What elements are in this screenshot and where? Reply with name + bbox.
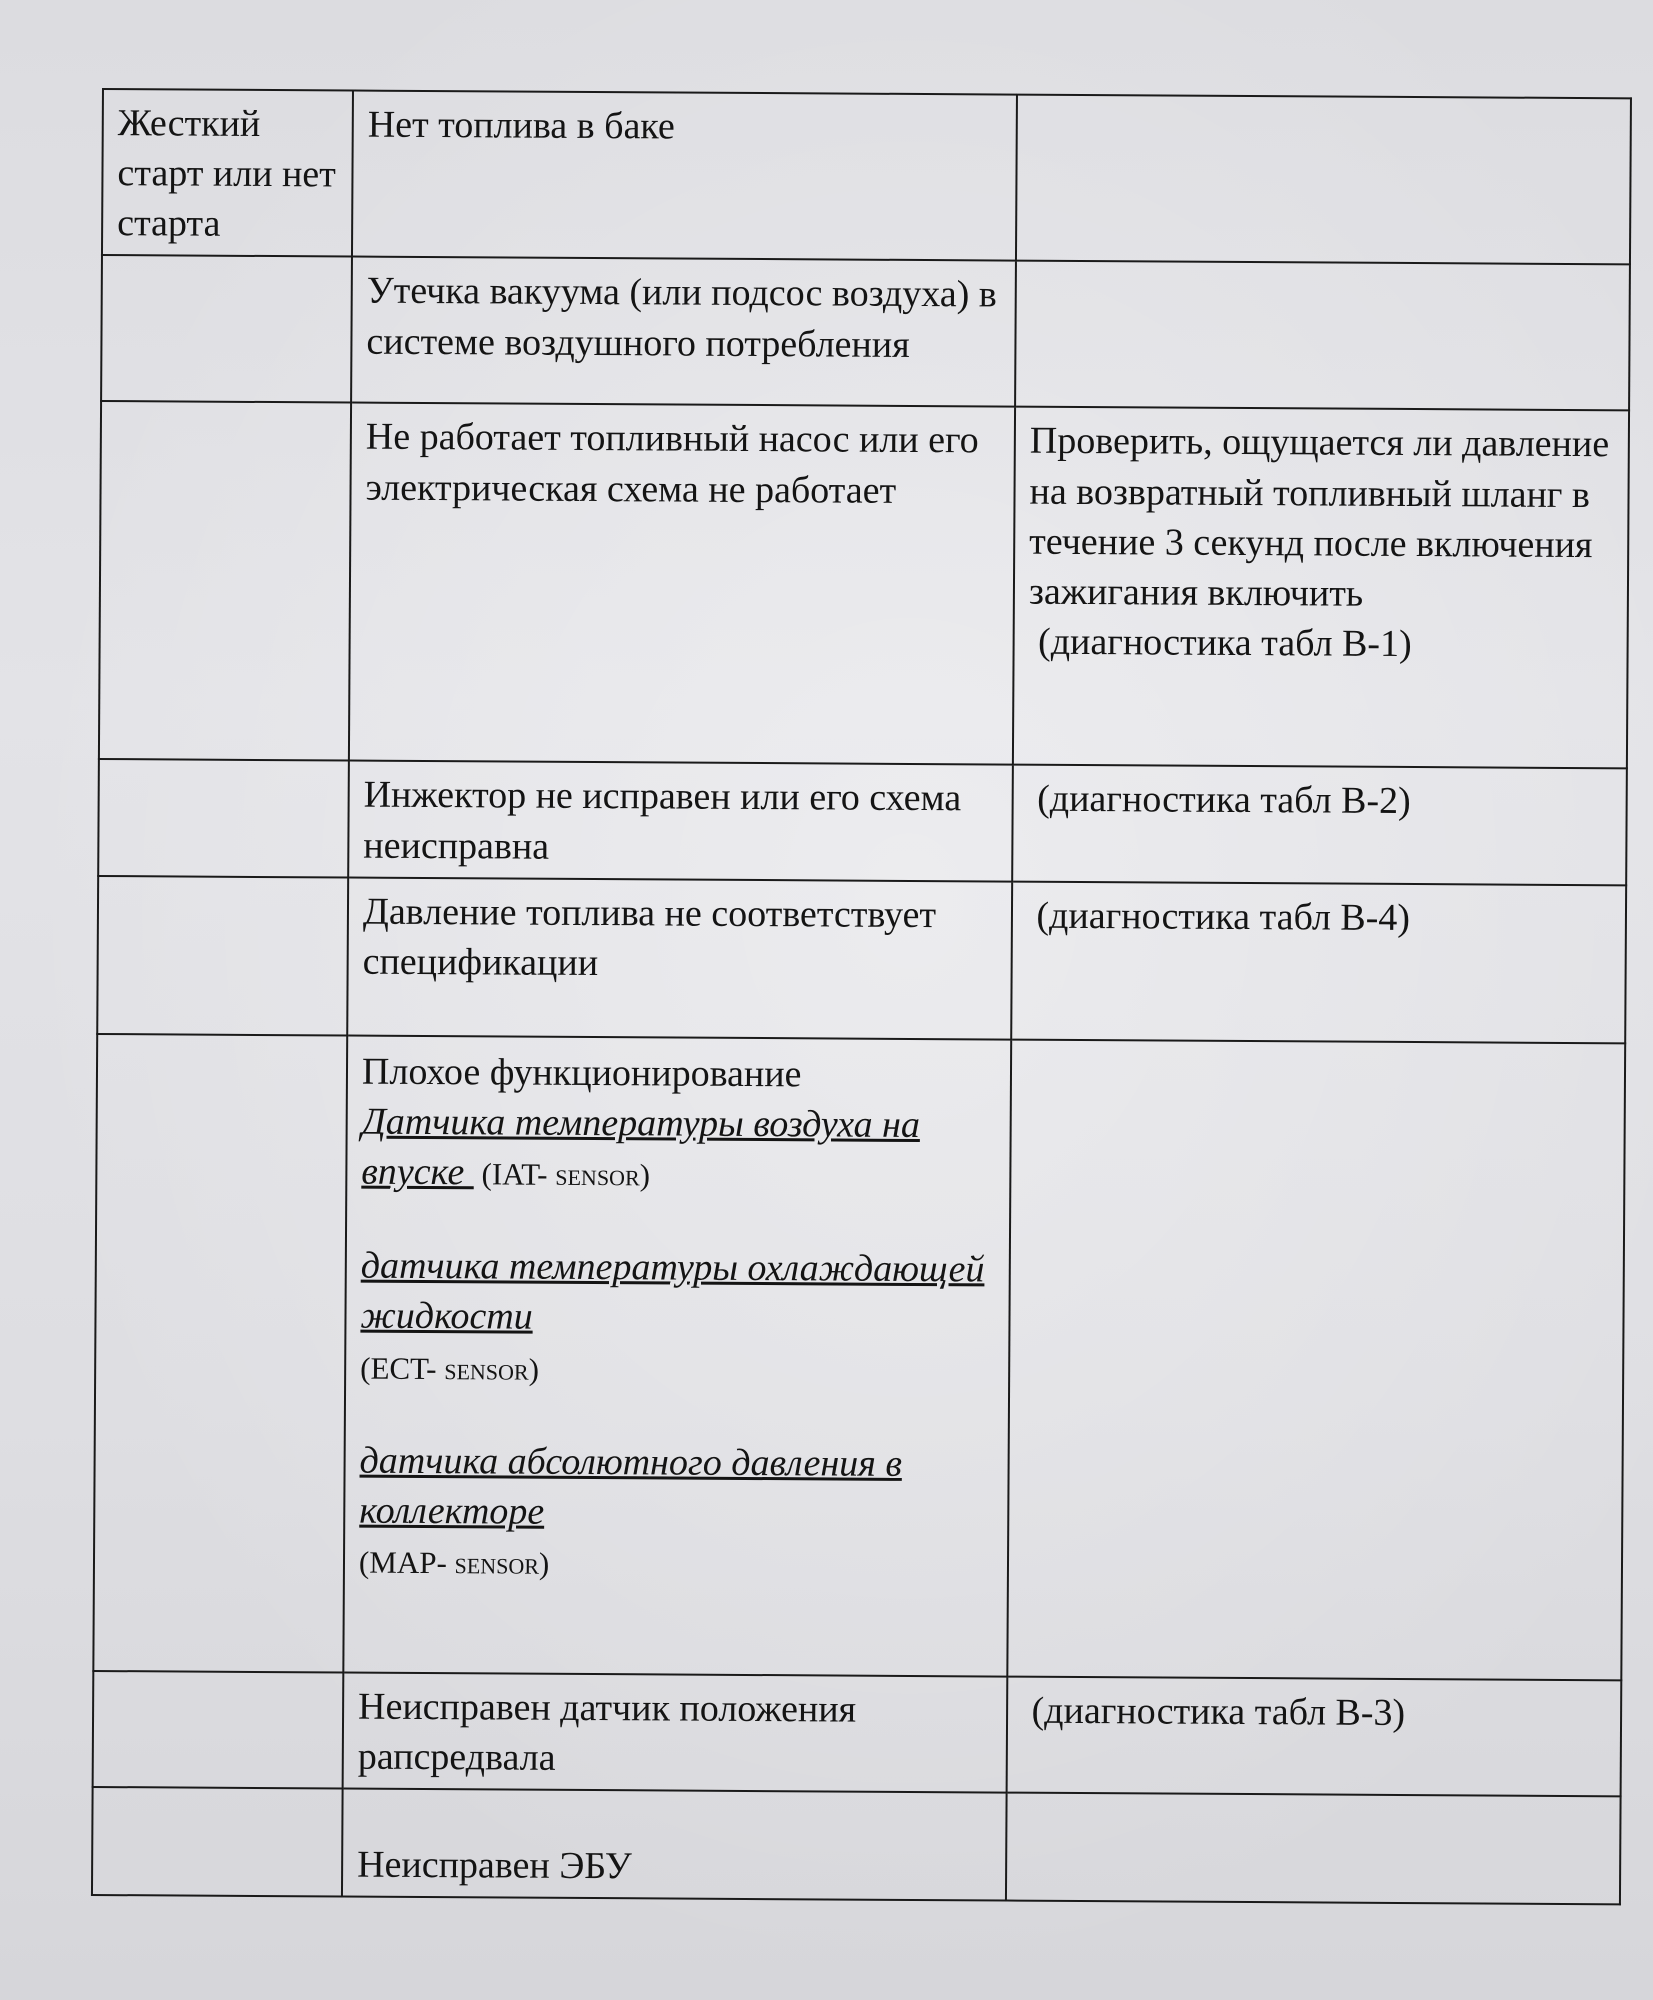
table-row	[97, 876, 1626, 1043]
symptom-cell-empty	[101, 255, 352, 403]
table-row	[93, 1671, 1622, 1797]
action-text: Проверить, ощущается ли давление на возвратный топливный шланг в течение 3 секунд после включения зажигания включить	[1028, 420, 1610, 615]
action-cell	[1015, 261, 1630, 411]
symptom-cell-empty	[99, 401, 351, 761]
action-cell	[1016, 95, 1631, 265]
symptom-cell-empty	[93, 1034, 347, 1673]
cause-cell: Инжектор не исправен или его схема неисправна	[348, 761, 1013, 881]
table-row	[98, 759, 1627, 885]
spacer	[361, 1197, 995, 1245]
symptom-cell-empty	[93, 1671, 344, 1789]
table-row	[101, 255, 1630, 410]
sensor-name: датчика температуры охлаждающей жидкости	[360, 1244, 985, 1339]
action-cell	[1007, 1039, 1625, 1680]
diagnostic-reference: (диагностика табл B-1)	[1028, 620, 1412, 666]
cause-text: Плохое функционирование	[361, 1050, 802, 1096]
diagnostic-reference: (диагностика табл B-4)	[1011, 881, 1626, 1043]
cause-cell: Давление топлива не соответствует спецификации	[347, 877, 1012, 1039]
diagnostic-reference: (диагностика табл B-2)	[1012, 765, 1627, 885]
diagnostic-reference: (диагностика табл B-3)	[1007, 1676, 1622, 1796]
table-row	[93, 1034, 1625, 1680]
action-cell	[1013, 407, 1629, 769]
sensor-code: (IAT- sensor)	[473, 1156, 651, 1193]
cause-cell	[343, 1035, 1011, 1676]
spacer	[360, 1391, 994, 1439]
sensor-name: датчика абсолютного давления в коллекторе	[359, 1439, 903, 1533]
symptom-cell-empty	[98, 759, 349, 877]
troubleshooting-table	[91, 88, 1632, 1905]
table-row	[92, 1787, 1621, 1904]
sensor-map	[359, 1435, 994, 1589]
cause-cell: Неисправен ЭБУ	[342, 1789, 1007, 1901]
cause-cell: Не работает топливный насос или его электрическая схема не работает	[349, 403, 1015, 765]
cause-cell: Нет топлива в баке	[352, 91, 1017, 262]
sensor-code: (MAP- sensor)	[358, 1544, 550, 1581]
table-row	[102, 89, 1631, 265]
cause-cell: Неисправен датчик положения рапсредвала	[343, 1672, 1008, 1792]
cause-cell: Утечка вакуума (или подсос воздуха) в системе воздушного потребления	[351, 257, 1016, 407]
sensor-name: Датчика температуры воздуха на впуске	[361, 1100, 921, 1194]
symptom-cell-empty	[92, 1787, 343, 1897]
symptom-cell-empty	[97, 876, 348, 1036]
sensor-iat	[361, 1097, 996, 1201]
action-cell	[1006, 1793, 1621, 1905]
table-row	[99, 401, 1629, 768]
sensor-code: (ECT- sensor)	[360, 1350, 540, 1387]
symptom-cell: Жесткий старт или нет старта	[102, 89, 353, 257]
sensor-ect	[360, 1241, 995, 1395]
